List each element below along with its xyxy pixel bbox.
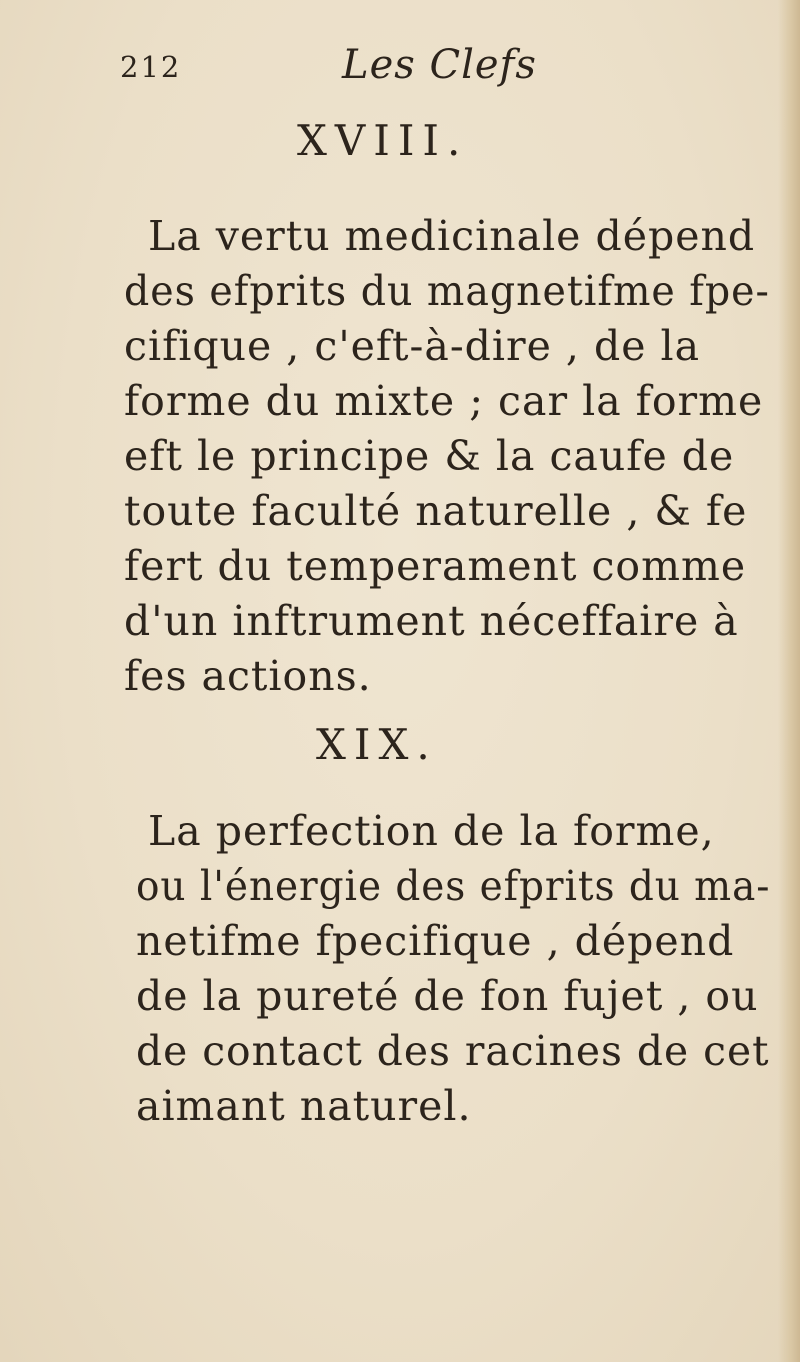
page-number: 212 <box>120 50 182 84</box>
text-line: des efprits du magnetifme fpe- <box>124 267 770 315</box>
text-line: cifique , c'eft-à-dire , de la <box>124 322 701 370</box>
text-line: fes actions. <box>124 652 372 700</box>
text-line: La vertu medicinale dépend <box>148 212 756 260</box>
running-title: Les Clefs <box>342 42 537 88</box>
text-line: netifme fpecifique , dépend <box>136 917 735 965</box>
text-line: toute faculté naturelle , & fe <box>124 487 748 535</box>
text-line: aimant naturel. <box>136 1082 472 1130</box>
text-line: de la pureté de fon fujet , ou <box>136 972 759 1020</box>
page-edge-shadow <box>778 0 800 1362</box>
section-heading-xix: XIX. <box>316 720 438 769</box>
text-line: fert du temperament comme <box>124 542 747 590</box>
text-line: d'un inftrument néceffaire à <box>124 597 739 645</box>
text-line: ou l'énergie des efprits du ma- <box>136 862 771 910</box>
text-line: forme du mixte ; car la forme <box>124 377 764 425</box>
text-line: de contact des racines de cet <box>136 1027 770 1075</box>
text-line: La perfection de la forme, <box>148 807 715 855</box>
section-heading-xviii: XVIII. <box>297 116 469 165</box>
text-line: eft le principe & la caufe de <box>124 432 735 480</box>
